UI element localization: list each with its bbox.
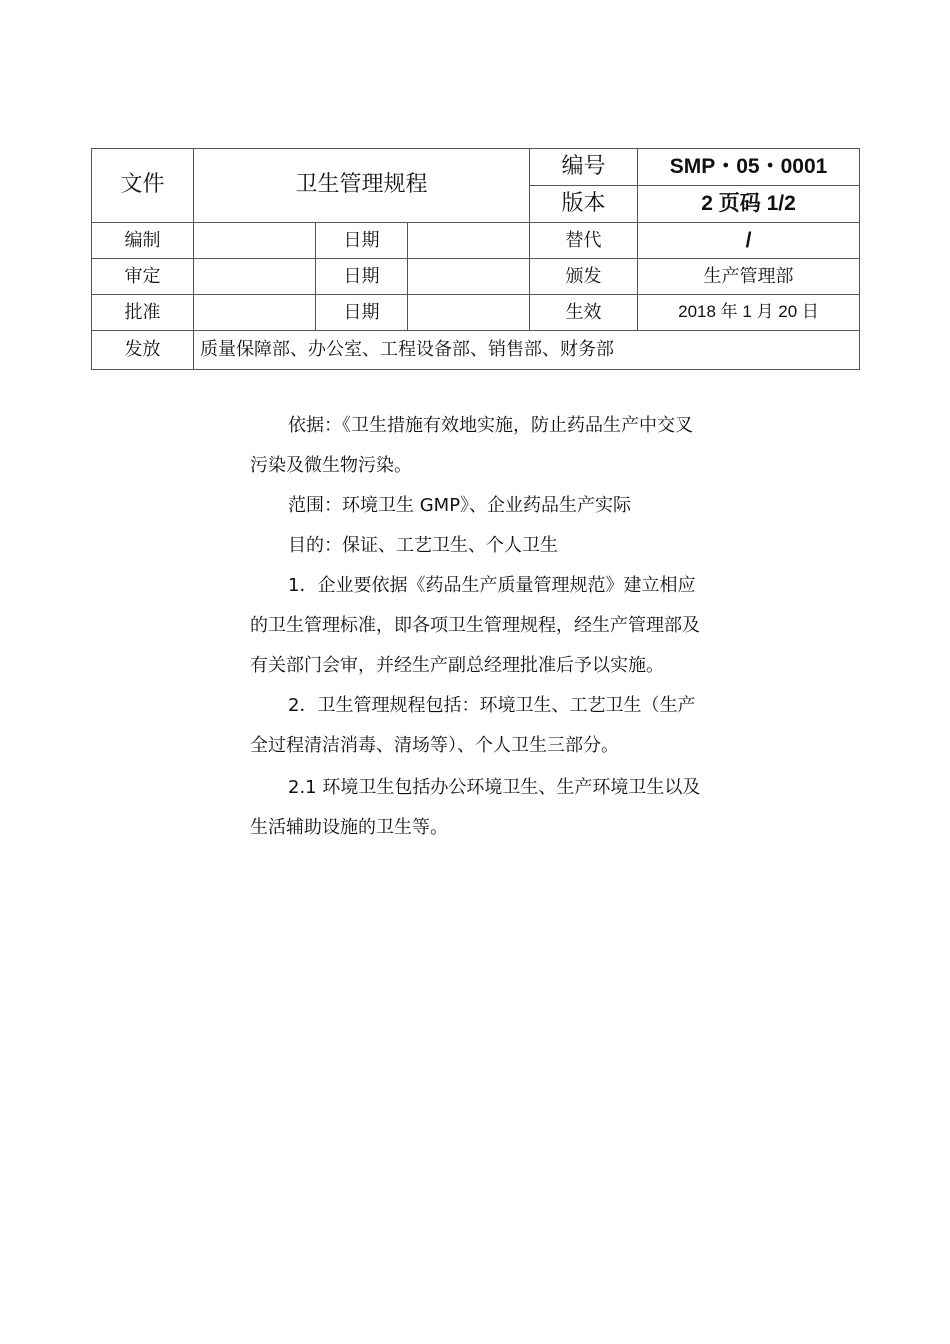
- code-label: 编号: [530, 149, 638, 186]
- review-date-label: 日期: [316, 259, 408, 295]
- distribution-value: 质量保障部、办公室、工程设备部、销售部、财务部: [194, 331, 860, 370]
- issue-value: 生产管理部: [638, 259, 860, 295]
- code-value: SMP・05・0001: [638, 149, 860, 186]
- doc-label: 文件: [92, 149, 194, 223]
- compile-label: 编制: [92, 223, 194, 259]
- issue-label: 颁发: [530, 259, 638, 295]
- effective-label: 生效: [530, 295, 638, 331]
- approve-date-value: [408, 295, 530, 331]
- review-label: 审定: [92, 259, 194, 295]
- document-header-table: [91, 148, 860, 370]
- replace-label: 替代: [530, 223, 638, 259]
- compile-date-label: 日期: [316, 223, 408, 259]
- doc-title: 卫生管理规程: [194, 149, 530, 223]
- review-date-value: [408, 259, 530, 295]
- version-value: 2 页码 1/2: [638, 186, 860, 223]
- review-value: [194, 259, 316, 295]
- approve-label: 批准: [92, 295, 194, 331]
- approve-value: [194, 295, 316, 331]
- distribution-label: 发放: [92, 331, 194, 370]
- replace-value: /: [638, 223, 860, 259]
- item-1-paragraph: 1．企业要依据《药品生产质量管理规范》建立相应的卫生管理标准，即各项卫生管理规程，经生产管理部及有关部门会审，并经生产副总经理批准后予以实施。: [250, 575, 700, 676]
- version-label: 版本: [530, 186, 638, 223]
- basis-paragraph: 依据：《卫生措施有效地实施，防止药品生产中交叉污染及微生物污染。: [250, 415, 693, 476]
- compile-value: [194, 223, 316, 259]
- approve-date-label: 日期: [316, 295, 408, 331]
- item-2-1-paragraph: 2.1 环境卫生包括办公环境卫生、生产环境卫生以及生活辅助设施的卫生等。: [250, 777, 701, 838]
- item-2-paragraph: 2．卫生管理规程包括：环境卫生、工艺卫生（生产全过程清洁消毒、清场等）、个人卫生三部分。: [250, 695, 696, 756]
- compile-date-value: [408, 223, 530, 259]
- document-body: [250, 406, 710, 848]
- scope-paragraph: 范围：环境卫生 GMP》、企业药品生产实际: [288, 495, 632, 516]
- purpose-paragraph: 目的：保证、工艺卫生、个人卫生: [288, 535, 558, 556]
- effective-date: 2018 年 1 月 20 日: [638, 295, 860, 331]
